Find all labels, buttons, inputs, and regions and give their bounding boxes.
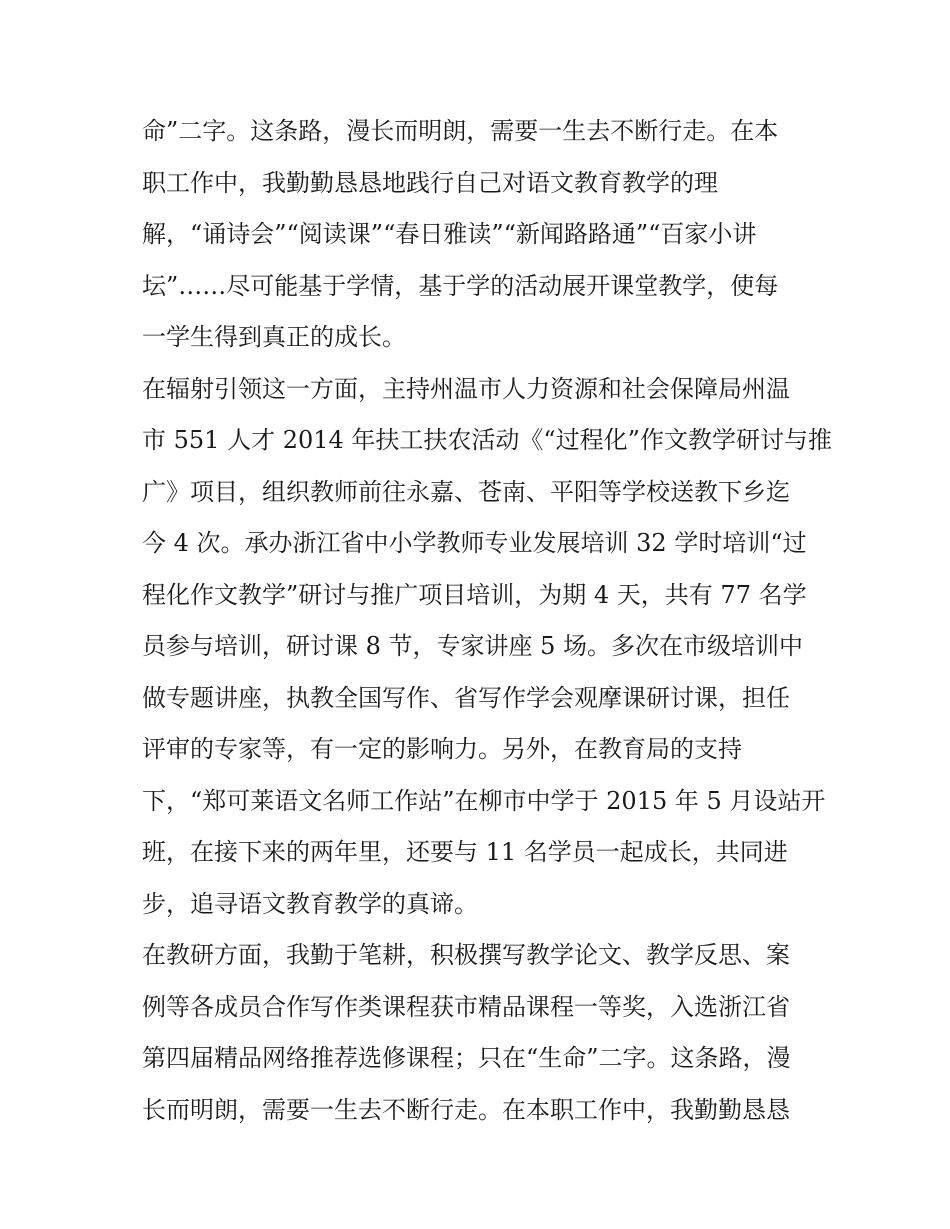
text-line: 程化作文教学”研讨与推广项目培训，为期 4 天，共有 77 名学	[142, 580, 807, 609]
text-line: 职工作中，我勤勤恳恳地践行自己对语文教育教学的理	[142, 168, 718, 197]
text-line: 在辐射引领这一方面，主持州温市人力资源和社会保障局州温	[142, 374, 790, 403]
text-line: 下，“郑可莱语文名师工作站”在柳市中学于 2015 年 5 月设站开	[142, 786, 826, 815]
text-line: 做专题讲座，执教全国写作、省写作学会观摩课研讨课，担任	[142, 683, 790, 712]
document-body	[142, 106, 832, 1136]
text-line: 在教研方面，我勤于笔耕，积极撰写教学论文、教学反思、案	[142, 941, 790, 969]
text-line: 命”二字。这条路，漫长而明朗，需要一生去不断行走。在本	[142, 117, 779, 145]
text-line: 长而明朗，需要一生去不断行走。在本职工作中，我勤勤恳恳	[142, 1095, 790, 1124]
text-line: 广》项目，组织教师前往永嘉、苍南、平阳等学校送教下乡迄	[142, 477, 790, 506]
text-line: 一学生得到真正的成长。	[142, 323, 406, 351]
text-line: 班，在接下来的两年里，还要与 11 名学员一起成长，共同进	[142, 838, 788, 866]
text-line: 解，“诵诗会”“阅读课”“春日雅读”“新闻路路通”“百家小讲	[142, 220, 757, 248]
text-line: 步，追寻语文教育教学的真谛。	[142, 889, 478, 918]
text-line: 今 4 次。承办浙江省中小学教师专业发展培训 32 学时培训“过	[142, 529, 807, 557]
text-line: 市 551 人才 2014 年扶工扶农活动《“过程化”作文教学研讨与推	[142, 426, 832, 454]
text-line: 评审的专家等，有一定的影响力。另外，在教育局的支持	[142, 735, 742, 763]
text-line: 第四届精品网络推荐选修课程；只在“生命”二字。这条路，漫	[142, 1044, 791, 1072]
text-line: 员参与培训，研讨课 8 节，专家讲座 5 场。多次在市级培训中	[142, 632, 804, 660]
text-line: 例等各成员合作写作类课程获市精品课程一等奖，入选浙江省	[142, 992, 790, 1021]
text-line: 坛”……尽可能基于学情，基于学的活动展开课堂教学，使每	[142, 271, 779, 300]
